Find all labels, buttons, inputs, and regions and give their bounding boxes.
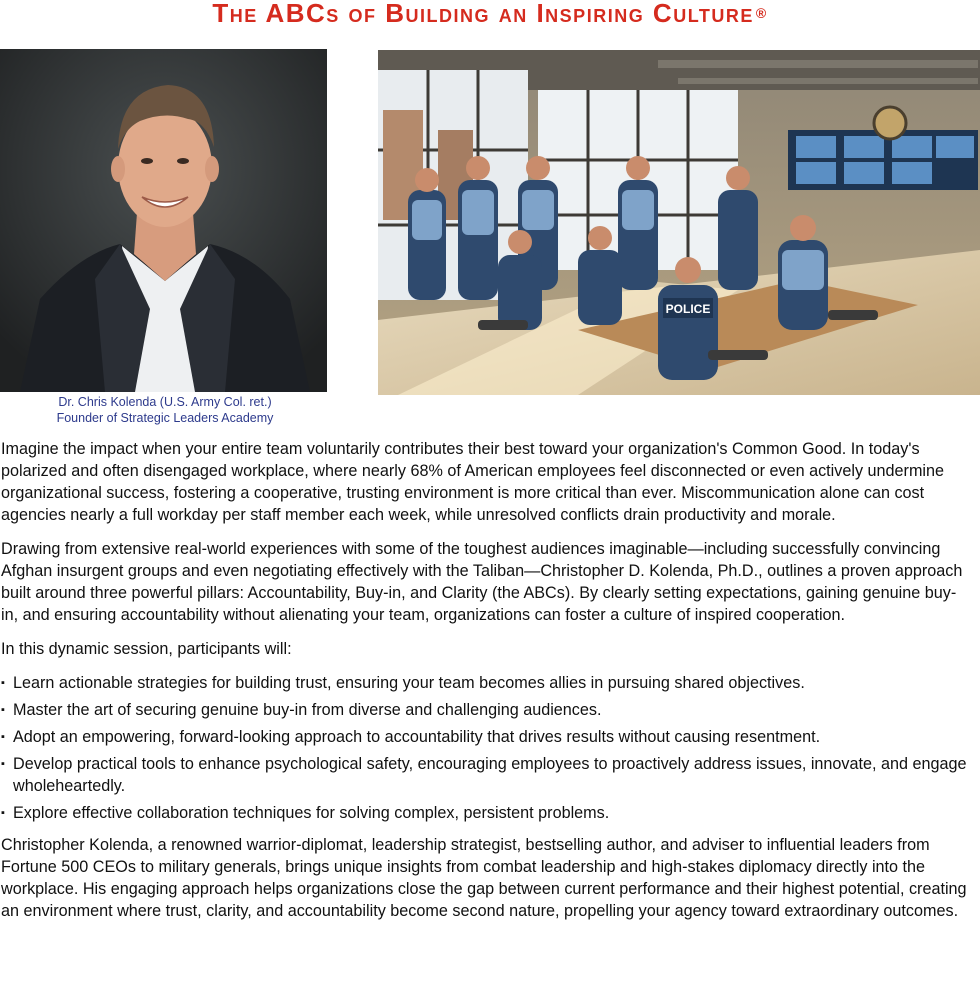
list-item: ▪ Explore effective collaboration techniques for solving complex, persistent problems.	[1, 802, 973, 824]
trademark-symbol: ®	[755, 5, 768, 21]
participants-intro: In this dynamic session, participants will:	[1, 640, 292, 658]
title-text: The ABCs of Building an Inspiring Culture	[212, 0, 754, 28]
police-office-illustration	[378, 50, 980, 395]
list-item: ▪ Develop practical tools to enhance psychological safety, encouraging employees to proactively address issues, innovate, and engage wholeheartedly.	[1, 753, 973, 797]
learning-outcomes-list	[1, 672, 973, 824]
approach-paragraph: Drawing from extensive real-world experiences with some of the toughest audiences imaginable—including successfully convincing Afghan insurgent groups and even negotiating effectively with the Taliban—Christopher D. Kolenda, Ph.D., outlines a proven approach built around three powerful pillars: Accountability, Buy-in, and Clarity (the ABCs). By clearly setting expectations, gaining genuine buy-in, and ensuring accountability without alienating your team, organizations can foster a culture of inspired cooperation.	[1, 540, 963, 624]
list-item: ▪ Adopt an empowering, forward-looking approach to accountability that drives results without causing resentment.	[1, 726, 973, 748]
page-title	[0, 0, 980, 26]
caption-role: Founder of Strategic Leaders Academy	[56, 411, 274, 425]
speaker-bio-paragraph: Christopher Kolenda, a renowned warrior-diplomat, leadership strategist, bestselling author, and adviser to influential leaders from Fortune 500 CEOs to military generals, brings unique insights from combat leadership and high-stakes diplomacy directly into the workplace. His engaging approach helps organizations close the gap between current performance and their highest potential, creating an environment where trust, clarity, and accountability become second nature, propelling your agency toward extraordinary outcomes.	[1, 836, 967, 920]
portrait-caption	[0, 394, 330, 426]
caption-name: Dr. Chris Kolenda (U.S. Army Col. ret.)	[58, 395, 272, 409]
police-office-photo	[378, 50, 980, 395]
police-vest-label: POLICE	[665, 302, 711, 316]
list-item: ▪ Learn actionable strategies for building trust, ensuring your team becomes allies in pursuing shared objectives.	[1, 672, 973, 694]
session-description	[1, 438, 973, 934]
list-item: ▪ Master the art of securing genuine buy-in from diverse and challenging audiences.	[1, 699, 973, 721]
speaker-portrait	[0, 49, 327, 392]
speaker-portrait-illustration	[0, 49, 327, 392]
intro-paragraph: Imagine the impact when your entire team voluntarily contributes their best toward your organization's Common Good. In today's polarized and often disengaged workplace, where nearly 68% of American employees feel disconnected or even actively undermine organizational success, fostering a cooperative, trusting environment is more critical than ever. Miscommunication alone can cost agencies nearly a full workday per staff member each week, while unresolved conflicts drain productivity and morale.	[1, 440, 945, 524]
